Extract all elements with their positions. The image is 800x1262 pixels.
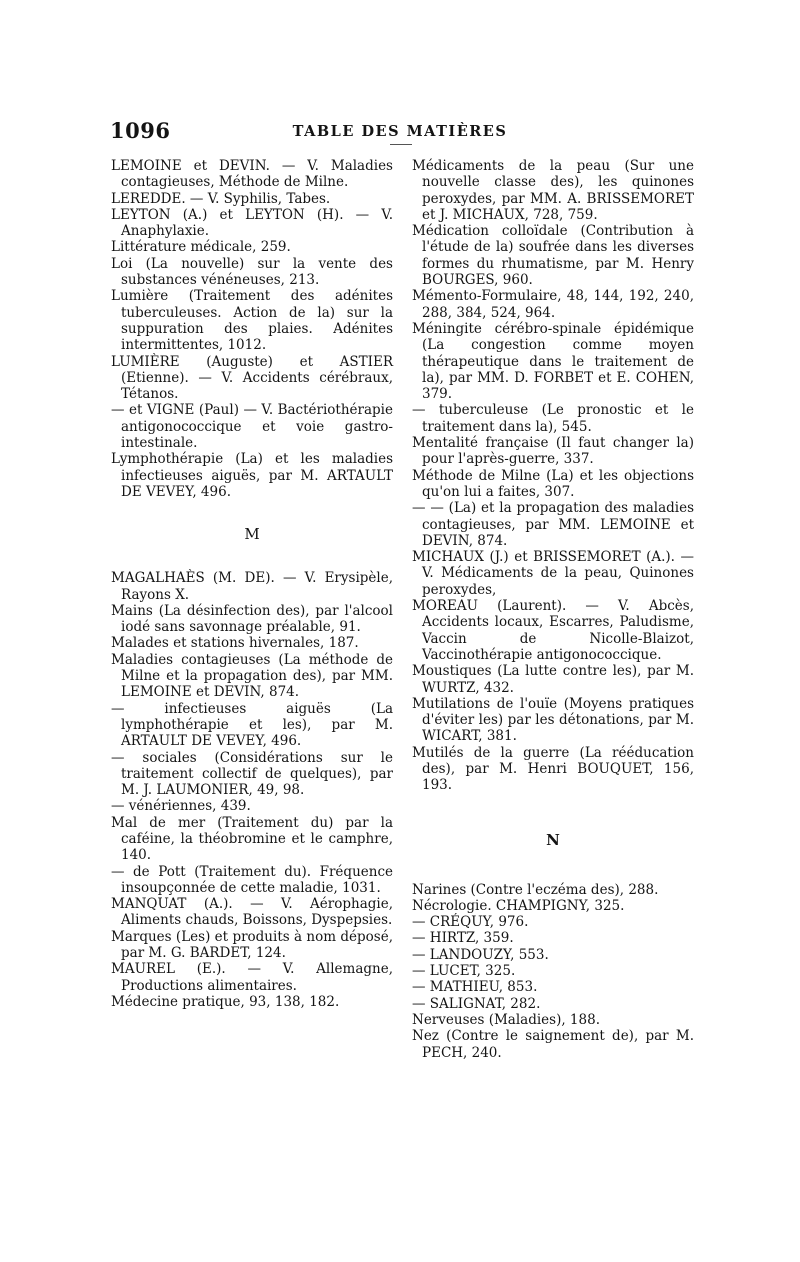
entries-l-section xyxy=(111,158,393,500)
index-entry: — tuberculeuse (Le pronostic et le traitement dans la), 545. xyxy=(412,402,694,435)
index-entry: Médication colloïdale (Contribution à l'étude de la) soufrée dans les diverses formes du rhumatisme, par M. Henry BOURGES, 960. xyxy=(412,223,694,289)
index-entry: Loi (La nouvelle) sur la vente des substances vénéneuses, 213. xyxy=(111,255,393,289)
index-entry: MAGALHAÈS (M. DE). — V. Erysipèle, Rayons X. xyxy=(111,570,393,603)
index-entry: MANQUAT (A.). — V. Aérophagie, Aliments chauds, Boissons, Dyspepsies. xyxy=(111,896,393,929)
index-entry: Littérature médicale, 259. xyxy=(111,239,291,256)
entries-m-continued xyxy=(412,158,694,794)
index-entry: MICHAUX (J.) et BRISSEMORET (A.). — V. Médicaments de la peau, Quinones peroxydes, xyxy=(412,549,694,598)
index-entry: Mentalité française (Il faut changer la) pour l'après-guerre, 337. xyxy=(412,435,694,468)
index-entry: — — (La) et la propagation des maladies contagieuses, par MM. LEMOINE et DEVIN, 874. xyxy=(412,500,694,549)
index-entry: Mutilés de la guerre (La rééducation des), par M. Henri BOUQUET, 156, 193. xyxy=(412,744,694,794)
index-entry: Mal de mer (Traitement du) par la caféine, la théobromine et le camphre, 140. xyxy=(111,814,393,864)
page-number: 1096 xyxy=(110,118,171,143)
index-entry: Marques (Les) et produits à nom déposé, par M. G. BARDET, 124. xyxy=(111,928,393,962)
running-title: TABLE DES MATIÈRES xyxy=(292,123,508,140)
index-entry: Nerveuses (Maladies), 188. xyxy=(412,1011,600,1028)
index-entry: LEYTON (A.) et LEYTON (H). — V. Anaphylaxie. xyxy=(111,206,393,240)
index-entry: LEREDDE. — V. Syphilis, Tabes. xyxy=(111,190,331,207)
index-entry: Méthode de Milne (La) et les objections qu'on lui a faites, 307. xyxy=(412,467,694,500)
index-entry: Nez (Contre le saignement de), par M. PECH, 240. xyxy=(412,1028,694,1061)
index-entry: Narines (Contre l'eczéma des), 288. xyxy=(412,881,659,898)
index-entry: Mains (La désinfection des), par l'alcool iodé sans savonnage préalable, 91. xyxy=(111,602,393,636)
index-entry: Médicaments de la peau (Sur une nouvelle classe des), les quinones peroxydes, par MM. A. BRISSEMORET et J. MICHAUX, 728, 759. xyxy=(412,158,694,223)
index-entry: Moustiques (La lutte contre les), par M. WURTZ, 432. xyxy=(412,663,694,696)
index-entry: — HIRTZ, 359. xyxy=(412,930,514,947)
index-entry: — SALIGNAT, 282. xyxy=(412,995,541,1012)
right-column xyxy=(412,158,694,1061)
index-entry: Mutilations de l'ouïe (Moyens pratiques d'éviter les) par les détonations, par M. WICART, 381. xyxy=(412,695,694,745)
entries-n-section xyxy=(412,882,694,1061)
index-entry: MAUREL (E.). — V. Allemagne, Productions alimentaires. xyxy=(111,961,393,994)
index-entry: Médecine pratique, 93, 138, 182. xyxy=(111,993,340,1010)
index-entry: Maladies contagieuses (La méthode de Milne et la propagation des), par MM. LEMOINE et DEVIN, 874. xyxy=(111,651,393,701)
index-entry: — CRÉQUY, 976. xyxy=(412,914,529,931)
section-letter-n: N xyxy=(546,830,560,849)
index-entry: Mémento-Formulaire, 48, 144, 192, 240, 288, 384, 524, 964. xyxy=(412,288,694,321)
index-entry: — et VIGNE (Paul) — V. Bactériothérapie antigonococcique et voie gastro-intestinale. xyxy=(111,402,393,452)
entries-m-section xyxy=(111,570,393,1010)
index-entry: — LUCET, 325. xyxy=(412,963,516,980)
index-entry: Malades et stations hivernales, 187. xyxy=(111,635,359,652)
index-entry: Lymphothérapie (La) et les maladies infectieuses aiguës, par M. ARTAULT DE VEVEY, 496. xyxy=(111,451,393,500)
index-entry: MOREAU (Laurent). — V. Abcès, Accidents locaux, Escarres, Paludisme, Vaccin de Nicolle-Blaizot, Vaccinothérapie antigonococcique. xyxy=(412,598,694,663)
index-entry: — infectieuses aiguës (La lymphothérapie et les), par M. ARTAULT DE VEVEY, 496. xyxy=(111,700,393,750)
index-entry: — LANDOUZY, 553. xyxy=(412,946,549,963)
header-rule xyxy=(390,144,412,145)
index-entry: Lumière (Traitement des adénites tuberculeuses. Action de la) sur la suppuration des plaies. Adénites intermittentes, 1012. xyxy=(111,288,393,354)
index-entry: Méningite cérébro-spinale épidémique (La congestion comme moyen thérapeutique dans le traitement de la), par MM. D. FORBET et E. COHEN, 379. xyxy=(412,320,694,403)
index-entry: — sociales (Considérations sur le traitement collectif de quelques), par M. J. LAUMONIER, 49, 98. xyxy=(111,749,393,799)
section-letter-m: M xyxy=(244,525,260,544)
index-entry: LUMIÈRE (Auguste) et ASTIER (Etienne). — V. Accidents cérébraux, Tétanos. xyxy=(111,353,393,403)
index-entry: — de Pott (Traitement du). Fréquence insoupçonnée de cette maladie, 1031. xyxy=(111,863,393,896)
index-entry: — MATHIEU, 853. xyxy=(412,979,538,996)
left-column xyxy=(111,158,393,1010)
index-entry: Nécrologie. CHAMPIGNY, 325. xyxy=(412,897,625,914)
index-entry: LEMOINE et DEVIN. — V. Maladies contagieuses, Méthode de Milne. xyxy=(111,158,393,191)
index-entry: — vénériennes, 439. xyxy=(111,798,251,815)
page-header xyxy=(110,118,690,148)
